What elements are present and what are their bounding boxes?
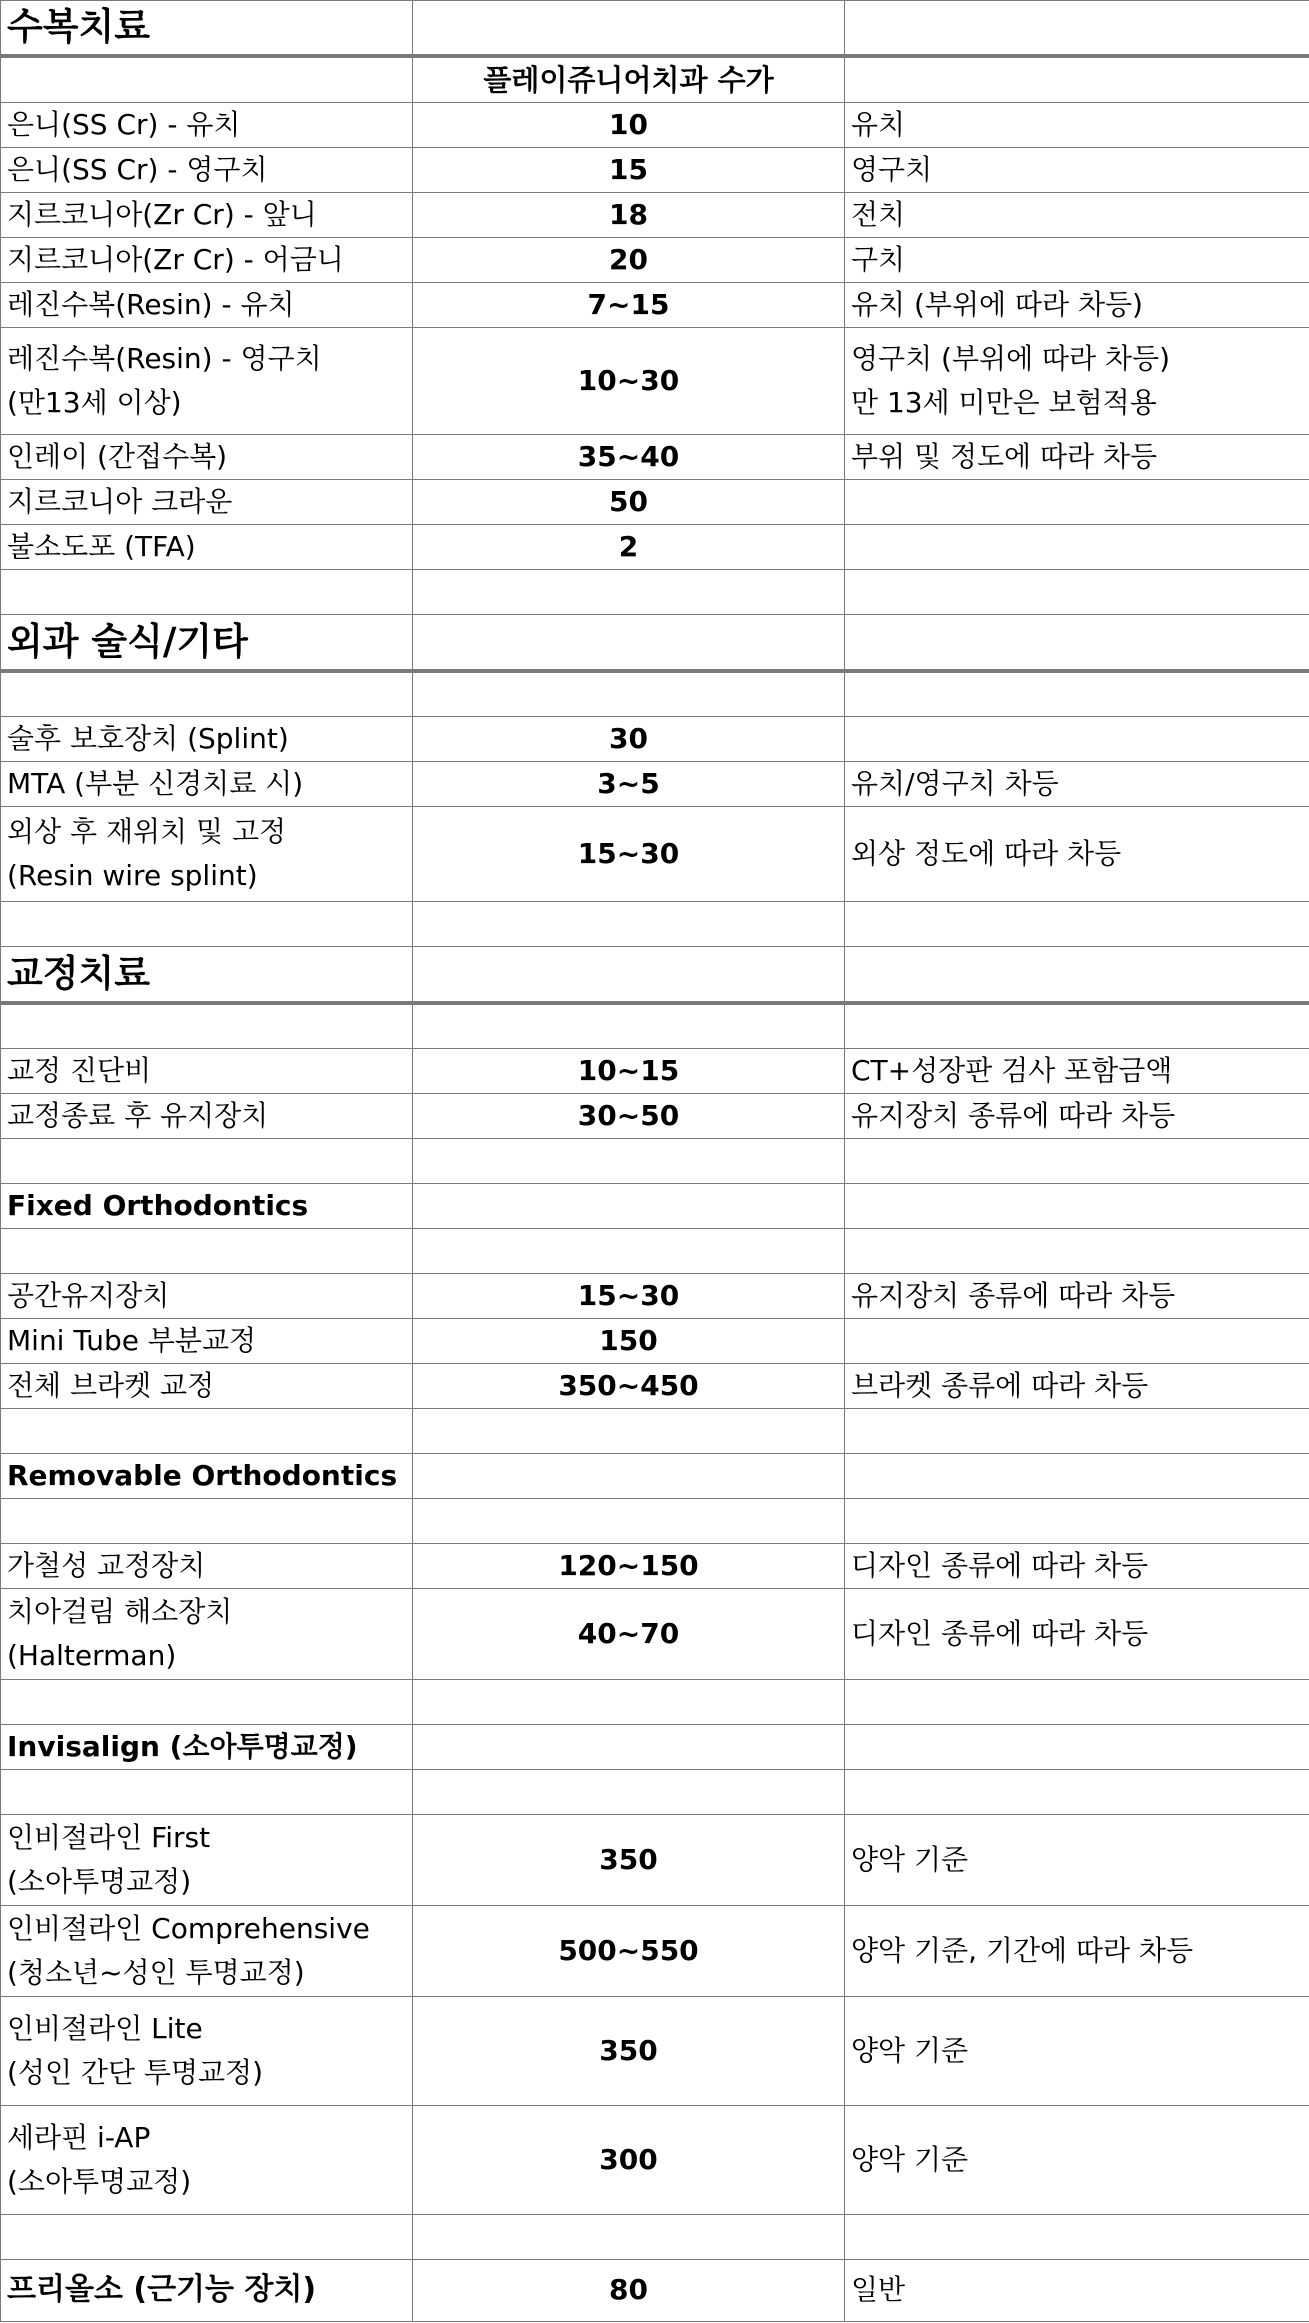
blank-row xyxy=(1,569,1309,614)
treatment-name xyxy=(1,1048,413,1093)
fee-row xyxy=(1,1093,1309,1138)
treatment-name xyxy=(1,1498,413,1543)
fee-note-line: CT+성장판 검사 포함금액 xyxy=(851,1053,1173,1087)
treatment-name xyxy=(1,1003,413,1048)
fee-note xyxy=(845,1543,1309,1588)
fee-note xyxy=(845,1996,1309,2105)
blank-row xyxy=(1,1408,1309,1453)
fee-row xyxy=(1,1543,1309,1588)
fee-value xyxy=(413,614,845,671)
fee-note xyxy=(845,237,1309,282)
fee-note xyxy=(845,716,1309,761)
fee-note xyxy=(845,671,1309,716)
treatment-name xyxy=(1,1318,413,1363)
fee-note-line: 양악 기준 xyxy=(851,2142,969,2176)
treatment-name xyxy=(1,806,413,901)
fee-note-line: 디자인 종류에 따라 차등 xyxy=(851,1616,1149,1650)
treatment-name xyxy=(1,102,413,147)
fee-value: 50 xyxy=(413,479,845,524)
fee-value: 18 xyxy=(413,192,845,237)
fee-note xyxy=(845,1724,1309,1769)
treatment-name xyxy=(1,237,413,282)
fee-value: 20 xyxy=(413,237,845,282)
fee-row xyxy=(1,1905,1309,1996)
subsection-row xyxy=(1,1724,1309,1769)
treatment-name xyxy=(1,1453,413,1498)
fee-value xyxy=(413,1003,845,1048)
fee-note xyxy=(845,56,1309,103)
fee-row xyxy=(1,2259,1309,2321)
fee-note xyxy=(845,1318,1309,1363)
treatment-name-line: 세라핀 i-AP xyxy=(7,2120,151,2154)
blank-row xyxy=(1,671,1309,716)
treatment-name-line: 인비절라인 Comprehensive xyxy=(7,1911,370,1945)
fee-note xyxy=(845,1363,1309,1408)
fee-value: 30~50 xyxy=(413,1093,845,1138)
treatment-name-line: 전체 브라켓 교정 xyxy=(7,1368,215,1402)
fee-value xyxy=(413,1679,845,1724)
fee-value: 7~15 xyxy=(413,282,845,327)
fee-note xyxy=(845,1183,1309,1228)
fee-row xyxy=(1,479,1309,524)
fee-value: 3~5 xyxy=(413,761,845,806)
treatment-name xyxy=(1,192,413,237)
fee-note-line: 만 13세 미만은 보험적용 xyxy=(851,385,1157,419)
fee-value xyxy=(413,1183,845,1228)
fee-value xyxy=(413,1498,845,1543)
treatment-name-line: 외상 후 재위치 및 고정 xyxy=(7,814,287,848)
treatment-name-line: (Halterman) xyxy=(7,1638,177,1672)
fee-value: 120~150 xyxy=(413,1543,845,1588)
treatment-name-line: 교정 진단비 xyxy=(7,1053,152,1087)
fee-value xyxy=(413,946,845,1003)
treatment-name xyxy=(1,761,413,806)
fee-row xyxy=(1,1363,1309,1408)
fee-note xyxy=(845,569,1309,614)
fee-note-line: 영구치 xyxy=(851,152,933,186)
treatment-name xyxy=(1,1679,413,1724)
fee-note-line: 일반 xyxy=(851,2273,906,2306)
treatment-name xyxy=(1,147,413,192)
treatment-name-line: MTA (부분 신경치료 시) xyxy=(7,766,304,800)
fee-row xyxy=(1,327,1309,434)
treatment-name-line: 치아걸림 해소장치 xyxy=(7,1594,233,1628)
treatment-name-line: 가철성 교정장치 xyxy=(7,1548,206,1582)
treatment-name-line: 인비절라인 Lite xyxy=(7,2011,203,2045)
treatment-name-line: 교정종료 후 유지장치 xyxy=(7,1098,269,1132)
fee-note xyxy=(845,282,1309,327)
fee-value: 350 xyxy=(413,1996,845,2105)
treatment-name xyxy=(1,1588,413,1679)
section-heading-row xyxy=(1,614,1309,671)
fee-value: 10~15 xyxy=(413,1048,845,1093)
fee-note-line: 유지장치 종류에 따라 차등 xyxy=(851,1098,1176,1132)
fee-note-line: 구치 xyxy=(851,242,906,276)
fee-value: 150 xyxy=(413,1318,845,1363)
fee-value xyxy=(413,2214,845,2259)
treatment-name xyxy=(1,479,413,524)
section-heading-row xyxy=(1,946,1309,1003)
fee-value xyxy=(413,1769,845,1814)
fee-note-line: 유치 xyxy=(851,107,906,141)
treatment-name-line: 은니(SS Cr) - 유치 xyxy=(7,107,241,141)
fee-row xyxy=(1,1814,1309,1905)
fee-column-header: 플레이쥬니어치과 수가 xyxy=(413,56,845,103)
fee-note xyxy=(845,147,1309,192)
treatment-name-line: 수복치료 xyxy=(7,5,150,49)
treatment-name-line: 교정치료 xyxy=(7,951,150,995)
fee-value: 15 xyxy=(413,147,845,192)
blank-row xyxy=(1,1679,1309,1724)
treatment-name xyxy=(1,1183,413,1228)
fee-note xyxy=(845,1048,1309,1093)
treatment-name-line: Removable Orthodontics xyxy=(7,1458,398,1492)
treatment-name-line: (소아투명교정) xyxy=(7,1864,192,1898)
treatment-name xyxy=(1,2105,413,2214)
treatment-name xyxy=(1,1814,413,1905)
fee-note xyxy=(845,901,1309,946)
blank-row xyxy=(1,2214,1309,2259)
treatment-name-line: Invisalign (소아투명교정) xyxy=(7,1729,358,1763)
fee-note-line: 영구치 (부위에 따라 차등) xyxy=(851,341,1171,375)
fee-note xyxy=(845,1814,1309,1905)
treatment-name xyxy=(1,671,413,716)
fee-note xyxy=(845,1408,1309,1453)
fee-table-body xyxy=(1,1,1309,2322)
fee-note xyxy=(845,2214,1309,2259)
treatment-name xyxy=(1,1408,413,1453)
fee-note xyxy=(845,1273,1309,1318)
blank-row xyxy=(1,1228,1309,1273)
fee-note-line: 브라켓 종류에 따라 차등 xyxy=(851,1368,1149,1402)
blank-row xyxy=(1,1498,1309,1543)
fee-note xyxy=(845,1453,1309,1498)
fee-value: 500~550 xyxy=(413,1905,845,1996)
fee-note xyxy=(845,1003,1309,1048)
fee-row xyxy=(1,1588,1309,1679)
treatment-name-line: 지르코니아(Zr Cr) - 어금니 xyxy=(7,242,344,276)
fee-note xyxy=(845,1228,1309,1273)
fee-value: 300 xyxy=(413,2105,845,2214)
treatment-name-line: 술후 보호장치 (Splint) xyxy=(7,721,289,755)
fee-row xyxy=(1,1273,1309,1318)
treatment-name xyxy=(1,524,413,569)
fee-note xyxy=(845,192,1309,237)
fee-row xyxy=(1,761,1309,806)
treatment-name xyxy=(1,327,413,434)
fee-note xyxy=(845,327,1309,434)
treatment-name xyxy=(1,1228,413,1273)
fee-note-line: 양악 기준 xyxy=(851,2033,969,2067)
treatment-name-line: 지르코니아 크라운 xyxy=(7,484,233,518)
treatment-name-line: 프리올소 (근기능 장치) xyxy=(7,2272,317,2307)
fee-note xyxy=(845,1679,1309,1724)
treatment-name xyxy=(1,282,413,327)
fee-row xyxy=(1,282,1309,327)
fee-value: 350 xyxy=(413,1814,845,1905)
treatment-name xyxy=(1,569,413,614)
treatment-name-line: (Resin wire splint) xyxy=(7,858,258,892)
fee-row xyxy=(1,1048,1309,1093)
fee-row xyxy=(1,237,1309,282)
fee-note xyxy=(845,761,1309,806)
treatment-name-line: 레진수복(Resin) - 영구치 xyxy=(7,341,322,375)
fee-value xyxy=(413,901,845,946)
fee-note-line: 양악 기준 xyxy=(851,1842,969,1876)
treatment-name-line: 외과 술식/기타 xyxy=(7,619,248,663)
fee-value xyxy=(413,569,845,614)
fee-note xyxy=(845,2105,1309,2214)
treatment-name xyxy=(1,1273,413,1318)
fee-value xyxy=(413,1408,845,1453)
fee-note xyxy=(845,479,1309,524)
fee-note-line: 외상 정도에 따라 차등 xyxy=(851,836,1122,870)
treatment-name-line: (만13세 이상) xyxy=(7,385,182,419)
fee-value xyxy=(413,1453,845,1498)
fee-note xyxy=(845,1093,1309,1138)
fee-value: 2 xyxy=(413,524,845,569)
fee-row xyxy=(1,192,1309,237)
fee-note xyxy=(845,946,1309,1003)
fee-note xyxy=(845,2259,1309,2321)
treatment-name xyxy=(1,1363,413,1408)
treatment-name xyxy=(1,2214,413,2259)
treatment-name-line: 은니(SS Cr) - 영구치 xyxy=(7,152,268,186)
fee-note xyxy=(845,102,1309,147)
fee-note-line: 양악 기준, 기간에 따라 차등 xyxy=(851,1933,1194,1967)
fee-note-line: 유지장치 종류에 따라 차등 xyxy=(851,1278,1176,1312)
treatment-name xyxy=(1,1093,413,1138)
treatment-name-line: Mini Tube 부분교정 xyxy=(7,1323,257,1357)
treatment-name-line: (청소년~성인 투명교정) xyxy=(7,1955,305,1989)
treatment-name xyxy=(1,1905,413,1996)
treatment-name-line: 인비절라인 First xyxy=(7,1820,211,1854)
fee-value: 15~30 xyxy=(413,806,845,901)
fee-value: 10 xyxy=(413,102,845,147)
fee-row xyxy=(1,2105,1309,2214)
treatment-name xyxy=(1,1996,413,2105)
fee-row xyxy=(1,147,1309,192)
blank-row xyxy=(1,1003,1309,1048)
fee-value: 15~30 xyxy=(413,1273,845,1318)
fee-note xyxy=(845,1769,1309,1814)
fee-note-line: 전치 xyxy=(851,197,906,231)
fee-value: 35~40 xyxy=(413,434,845,479)
fee-value xyxy=(413,671,845,716)
fee-note xyxy=(845,1588,1309,1679)
fee-note xyxy=(845,1498,1309,1543)
fee-note xyxy=(845,806,1309,901)
treatment-name-line: (소아투명교정) xyxy=(7,2164,192,2198)
treatment-name xyxy=(1,1769,413,1814)
fee-row xyxy=(1,524,1309,569)
fee-row xyxy=(1,806,1309,901)
blank-row xyxy=(1,901,1309,946)
fee-note-line: 유치/영구치 차등 xyxy=(851,766,1059,800)
fee-note xyxy=(845,1905,1309,1996)
treatment-name-line: 레진수복(Resin) - 유치 xyxy=(7,287,295,321)
treatment-name xyxy=(1,434,413,479)
fee-row xyxy=(1,434,1309,479)
fee-row xyxy=(1,716,1309,761)
fee-note xyxy=(845,1138,1309,1183)
fee-row xyxy=(1,1318,1309,1363)
fee-value xyxy=(413,1,845,56)
treatment-name-line: 불소도포 (TFA) xyxy=(7,529,196,563)
fee-row xyxy=(1,1996,1309,2105)
column-header-row xyxy=(1,56,1309,103)
treatment-name xyxy=(1,2259,413,2321)
fee-note-line: 유치 (부위에 따라 차등) xyxy=(851,287,1143,321)
fee-value: 30 xyxy=(413,716,845,761)
treatment-name-line: (성인 간단 투명교정) xyxy=(7,2055,264,2089)
subsection-row xyxy=(1,1183,1309,1228)
treatment-name xyxy=(1,716,413,761)
fee-value: 80 xyxy=(413,2259,845,2321)
treatment-name xyxy=(1,1724,413,1769)
fee-row xyxy=(1,102,1309,147)
fee-value: 350~450 xyxy=(413,1363,845,1408)
section-title xyxy=(1,614,413,671)
subsection-row xyxy=(1,1453,1309,1498)
fee-value: 40~70 xyxy=(413,1588,845,1679)
fee-value: 10~30 xyxy=(413,327,845,434)
section-title xyxy=(1,946,413,1003)
fee-note xyxy=(845,1,1309,56)
section-title xyxy=(1,1,413,56)
fee-note xyxy=(845,434,1309,479)
blank-row xyxy=(1,1138,1309,1183)
fee-value xyxy=(413,1138,845,1183)
fee-value xyxy=(413,1724,845,1769)
fee-value xyxy=(413,1228,845,1273)
fee-note-line: 부위 및 정도에 따라 차등 xyxy=(851,439,1158,473)
fee-note xyxy=(845,614,1309,671)
treatment-name xyxy=(1,1543,413,1588)
treatment-name-line: 지르코니아(Zr Cr) - 앞니 xyxy=(7,197,317,231)
treatment-name xyxy=(1,901,413,946)
fee-note-line: 디자인 종류에 따라 차등 xyxy=(851,1548,1149,1582)
section-heading-row xyxy=(1,1,1309,56)
treatment-name xyxy=(1,1138,413,1183)
treatment-name-line: 인레이 (간접수복) xyxy=(7,439,228,473)
treatment-name-line: 공간유지장치 xyxy=(7,1278,170,1312)
fee-note xyxy=(845,524,1309,569)
treatment-name-line: Fixed Orthodontics xyxy=(7,1188,309,1222)
blank-row xyxy=(1,1769,1309,1814)
treatment-name xyxy=(1,56,413,103)
